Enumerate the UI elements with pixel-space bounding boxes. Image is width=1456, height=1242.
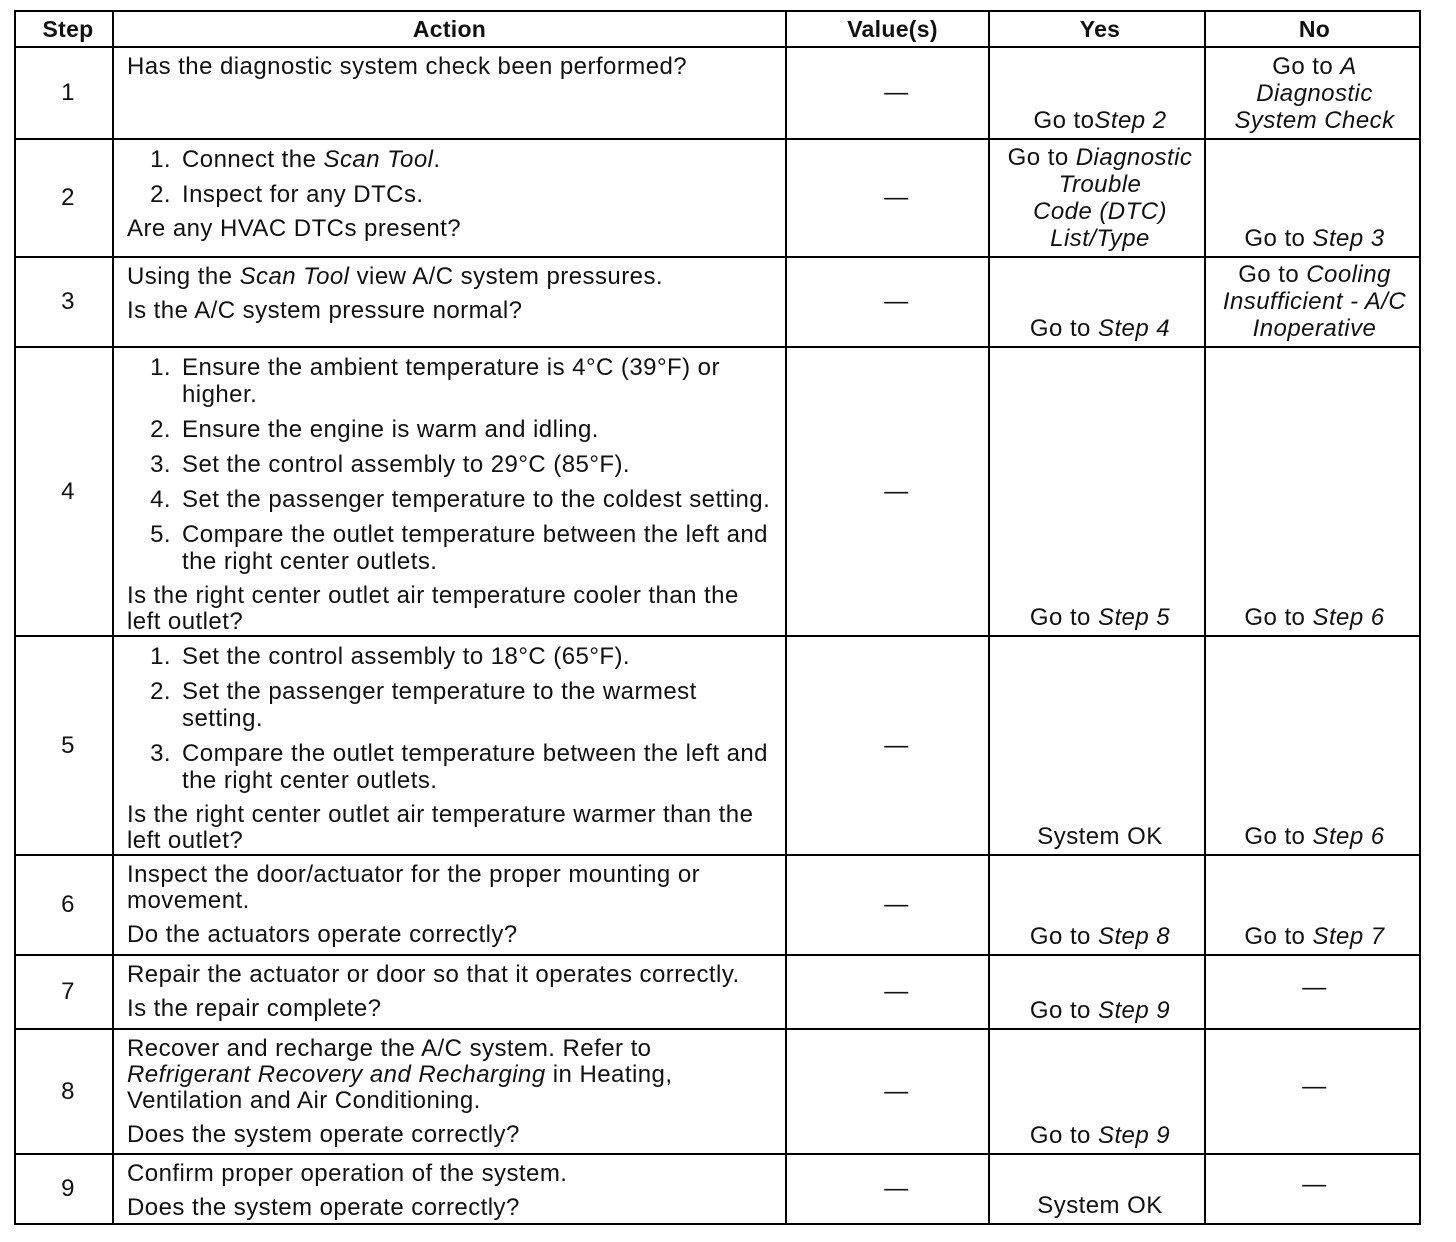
- instruction-part: view A/C system pressures.: [349, 263, 664, 290]
- no-cell: [1206, 48, 1421, 140]
- item-text-part: Connect the: [182, 146, 324, 173]
- yes-reference: [1030, 997, 1170, 1024]
- action-cell: [114, 258, 787, 348]
- go-to-label: Go to: [1029, 315, 1098, 342]
- step-number: 1: [16, 48, 114, 140]
- header-step: Step: [16, 12, 114, 48]
- step-reference: Step 7: [1312, 923, 1385, 950]
- yes-cell: [990, 48, 1206, 140]
- item-number: 3.: [150, 740, 171, 767]
- question-text: Is the A/C system pressure normal?: [127, 297, 523, 324]
- yes-reference: [1033, 107, 1166, 134]
- step-number: 7: [16, 956, 114, 1030]
- instruction-text: [127, 1036, 777, 1114]
- list-item: [127, 521, 777, 575]
- tool-name: Scan Tool: [239, 263, 350, 290]
- question-text: Does the system operate correctly?: [127, 1121, 520, 1148]
- yes-reference: [1030, 604, 1170, 631]
- item-text: Set the passenger temperature to the coldest setting.: [182, 486, 771, 513]
- go-to-label: Go to: [1244, 225, 1313, 252]
- action-cell: [114, 956, 787, 1030]
- list-item: [127, 643, 777, 670]
- instruction-text: Confirm proper operation of the system.: [127, 1160, 568, 1187]
- action-cell: [114, 48, 787, 140]
- list-item: [127, 181, 777, 208]
- value-cell: —: [787, 1155, 990, 1225]
- tool-name: Scan Tool: [323, 146, 434, 173]
- step-reference: Step 9: [1097, 1122, 1171, 1149]
- step-reference: Step 9: [1097, 997, 1171, 1024]
- header-no: No: [1206, 12, 1421, 48]
- go-to-label: Go to: [1007, 144, 1076, 171]
- list-item: [127, 416, 777, 443]
- step-reference: Step 6: [1312, 604, 1385, 631]
- yes-reference: [1037, 823, 1162, 850]
- no-reference: [1234, 53, 1394, 134]
- instruction-part: Recover and recharge the A/C system. Refer to: [127, 1035, 652, 1062]
- action-cell: [114, 348, 787, 637]
- no-reference: [1244, 225, 1384, 252]
- no-reference: [1244, 923, 1384, 950]
- question-text: Is the right center outlet air temperature warmer than the left outlet?: [127, 801, 754, 854]
- step-number: 8: [16, 1030, 114, 1155]
- step-reference: Step 3: [1312, 225, 1385, 252]
- yes-reference: [1030, 1122, 1170, 1149]
- step-reference: Step 2: [1094, 107, 1167, 134]
- list-item: [127, 354, 777, 408]
- instruction-text: Inspect the door/actuator for the proper mounting or movement.: [127, 861, 701, 914]
- value-cell: —: [787, 1030, 990, 1155]
- go-to-label: Go to: [1244, 923, 1313, 950]
- list-item: [127, 678, 777, 732]
- value-cell: —: [787, 48, 990, 140]
- item-text: Set the control assembly to 18°C (65°F).: [182, 643, 631, 670]
- go-to-label: Go to: [1029, 923, 1098, 950]
- no-cell: [1206, 1030, 1421, 1155]
- item-text: Set the passenger temperature to the warmest setting.: [182, 678, 697, 732]
- yes-cell: [990, 956, 1206, 1030]
- yes-reference: [1030, 315, 1170, 342]
- go-to-label: Go to: [1029, 604, 1098, 631]
- step-reference: Step 8: [1097, 923, 1171, 950]
- step-number: 2: [16, 140, 114, 258]
- go-to-label: Go to: [1029, 997, 1098, 1024]
- yes-cell: [990, 348, 1206, 637]
- item-text: Compare the outlet temperature between the left and the right center outlets.: [182, 521, 768, 575]
- item-number: 1.: [150, 643, 171, 670]
- item-text: Ensure the engine is warm and idling.: [182, 416, 599, 443]
- value-cell: —: [787, 956, 990, 1030]
- list-item: [127, 486, 777, 513]
- value-cell: —: [787, 856, 990, 956]
- action-cell: [114, 1030, 787, 1155]
- diagnostic-procedure-table: [14, 10, 1421, 1225]
- no-reference: —: [1302, 973, 1327, 1001]
- value-cell: —: [787, 258, 990, 348]
- step-number: 4: [16, 348, 114, 637]
- item-number: 4.: [150, 486, 171, 513]
- header-yes: Yes: [990, 12, 1206, 48]
- step-number: 3: [16, 258, 114, 348]
- action-cell: [114, 856, 787, 956]
- go-to-label: Go to: [1033, 107, 1095, 134]
- yes-cell: [990, 1030, 1206, 1155]
- item-number: 2.: [150, 416, 171, 443]
- value-cell: —: [787, 637, 990, 856]
- value-cell: —: [787, 348, 990, 637]
- item-number: 2.: [150, 181, 171, 208]
- result-text: System OK: [1037, 823, 1163, 850]
- question-text: Does the system operate correctly?: [127, 1194, 520, 1221]
- no-cell: [1206, 140, 1421, 258]
- yes-cell: [990, 140, 1206, 258]
- no-reference: [1244, 604, 1384, 631]
- step-reference: Step 5: [1097, 604, 1171, 631]
- instruction-text: [127, 264, 777, 290]
- yes-cell: [990, 1155, 1206, 1225]
- item-text: Ensure the ambient temperature is 4°C (39°F) or higher.: [182, 354, 720, 408]
- manual-section-reference: Refrigerant Recovery and Recharging: [127, 1061, 546, 1088]
- question-text: Are any HVAC DTCs present?: [127, 215, 462, 242]
- yes-reference: [1008, 144, 1193, 252]
- no-cell: [1206, 856, 1421, 956]
- action-cell: [114, 140, 787, 258]
- action-cell: [114, 1155, 787, 1225]
- no-cell: [1206, 348, 1421, 637]
- instruction-part: in Heating, Ventilation and Air Conditioning.: [127, 1061, 673, 1114]
- yes-cell: [990, 258, 1206, 348]
- go-to-label: Go to: [1238, 261, 1307, 288]
- go-to-label: Go to: [1272, 53, 1341, 80]
- question-text: Do the actuators operate correctly?: [127, 921, 518, 948]
- list-item: [127, 451, 777, 478]
- yes-cell: [990, 856, 1206, 956]
- step-reference: Step 6: [1312, 823, 1385, 850]
- item-text-part: .: [433, 146, 441, 173]
- item-text: Inspect for any DTCs.: [182, 181, 424, 208]
- question-text: Is the repair complete?: [127, 995, 382, 1022]
- instruction-text: Repair the actuator or door so that it operates correctly.: [127, 961, 740, 988]
- yes-cell: [990, 637, 1206, 856]
- item-number: 1.: [150, 354, 171, 381]
- value-cell: —: [787, 140, 990, 258]
- step-reference: Diagnostic Trouble Code (DTC) List/Type: [1033, 144, 1193, 252]
- go-to-label: Go to: [1244, 604, 1313, 631]
- header-values: Value(s): [787, 12, 990, 48]
- item-text: Set the control assembly to 29°C (85°F).: [182, 451, 631, 478]
- step-number: 6: [16, 856, 114, 956]
- item-number: 1.: [150, 146, 171, 173]
- item-number: 3.: [150, 451, 171, 478]
- no-reference: —: [1302, 1073, 1327, 1100]
- item-text: Compare the outlet temperature between the left and the right center outlets.: [182, 740, 768, 794]
- no-reference: [1244, 823, 1384, 850]
- item-number: 5.: [150, 521, 171, 548]
- go-to-label: Go to: [1244, 823, 1313, 850]
- step-reference: Cooling Insufficient - A/C Inoperative: [1222, 261, 1407, 342]
- step-reference: Step 4: [1097, 315, 1171, 342]
- no-cell: [1206, 258, 1421, 348]
- instruction-part: Using the: [127, 263, 240, 290]
- no-reference: —: [1302, 1170, 1327, 1198]
- go-to-label: Go to: [1029, 1122, 1098, 1149]
- result-text: System OK: [1037, 1192, 1163, 1219]
- step-number: 5: [16, 637, 114, 856]
- list-item: [127, 146, 777, 173]
- no-reference: [1223, 261, 1406, 342]
- item-number: 2.: [150, 678, 171, 705]
- action-cell: [114, 637, 787, 856]
- no-cell: [1206, 637, 1421, 856]
- header-action: Action: [114, 12, 787, 48]
- yes-reference: [1037, 1192, 1162, 1219]
- question-text: Is the right center outlet air temperature cooler than the left outlet?: [127, 582, 739, 635]
- question-text: Has the diagnostic system check been performed?: [127, 53, 688, 80]
- no-cell: [1206, 1155, 1421, 1225]
- step-reference: A Diagnostic System Check: [1234, 53, 1395, 134]
- no-cell: [1206, 956, 1421, 1030]
- yes-reference: [1030, 923, 1170, 950]
- item-text: [182, 146, 441, 173]
- list-item: [127, 740, 777, 794]
- step-number: 9: [16, 1155, 114, 1225]
